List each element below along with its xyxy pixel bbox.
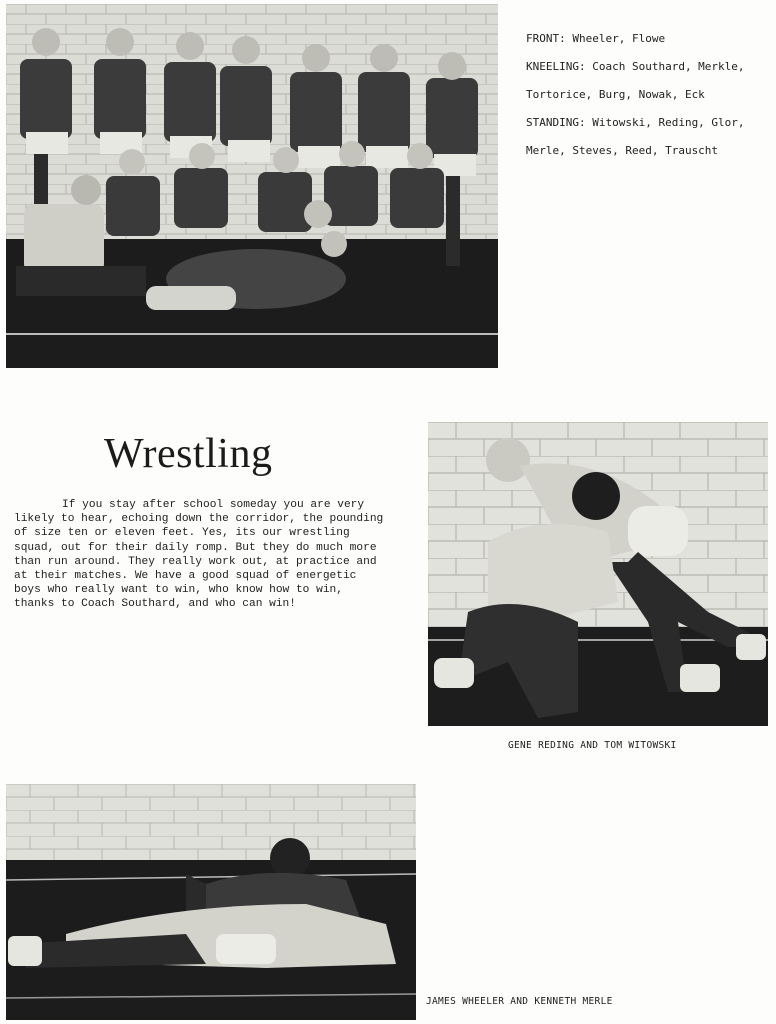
reding-witowski-caption: GENE REDING AND TOM WITOWSKI [508,740,677,751]
roster-line-standing: STANDING: Witowski, Reding, Glor, [526,116,745,129]
wheeler-merle-caption: JAMES WHEELER AND KENNETH MERLE [426,996,613,1007]
roster-line-standing-cont: Merle, Steves, Reed, Trauscht [526,144,719,157]
roster-line-kneeling: KNEELING: Coach Southard, Merkle, [526,60,745,73]
wheeler-merle-photo [6,784,416,1020]
roster-line-kneeling-cont: Tortorice, Burg, Nowak, Eck [526,88,705,101]
section-title: Wrestling [104,431,273,477]
team-roster-caption [526,18,766,172]
roster-line-front: FRONT: Wheeler, Flowe [526,32,666,45]
team-photo [6,4,498,368]
section-body: If you stay after school someday you are very likely to hear, echoing down the corridor, the pounding of size ten or eleven feet. Yes, its our wrestling squad, out for their daily romp. But they do much more than run around. They really work out, at practice and at their matches. We have a good squad of energetic boys who really want to win, who know how to win, thanks to Coach Southard, and who can win! [14,499,384,611]
reding-witowski-photo [428,422,768,726]
